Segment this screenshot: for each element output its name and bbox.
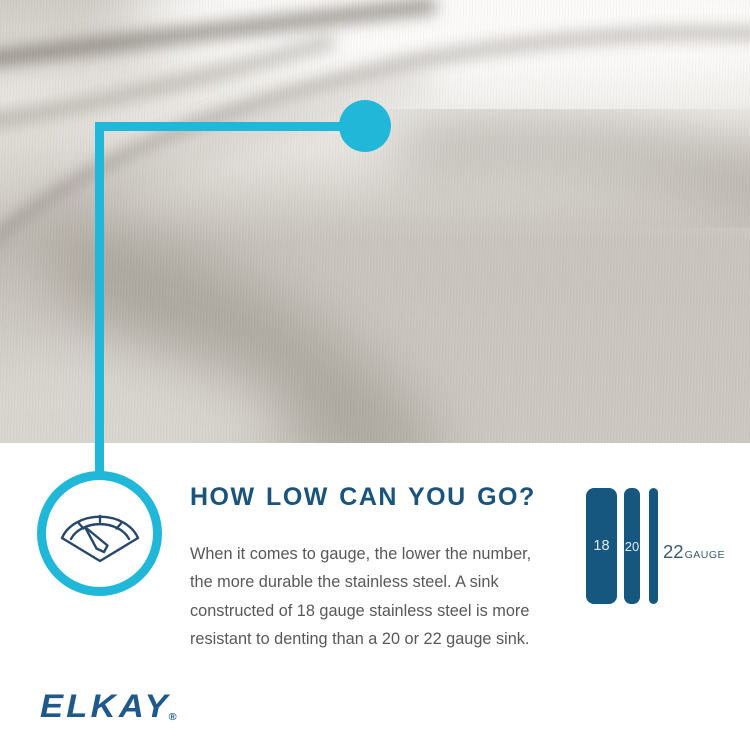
gauge-bar-18 [586,488,617,604]
body-line: the more durable the stainless steel. A sink [190,573,499,592]
registered-mark-icon: ® [168,712,177,723]
gauge-unit-label: GAUGE [684,549,726,561]
elkay-logo [40,688,179,725]
gauge-bar-20-label: 20 [624,538,640,554]
callout-dot [339,100,391,152]
gauge-badge [37,471,162,596]
callout-line-vertical [95,122,104,475]
gauge-bar-20 [624,488,640,604]
gauge-bar-22-label [663,541,725,563]
body-line: When it comes to gauge, the lower the number, [190,545,532,563]
gauge-bar-18-label: 18 [593,538,610,554]
callout-line-horizontal [95,122,347,131]
gauge-bar-22 [649,488,658,604]
elkay-logo-text: ELKAY [40,688,171,724]
body-line: resistant to denting than a 20 or 22 gauge sink. [190,630,530,649]
gauge-icon [58,504,142,564]
gauge-22-number: 22 [663,541,684,562]
body-line: constructed of 18 gauge stainless steel is more [190,601,530,620]
body-paragraph [190,540,531,654]
page-title: HOW LOW CAN YOU GO? [190,483,536,511]
